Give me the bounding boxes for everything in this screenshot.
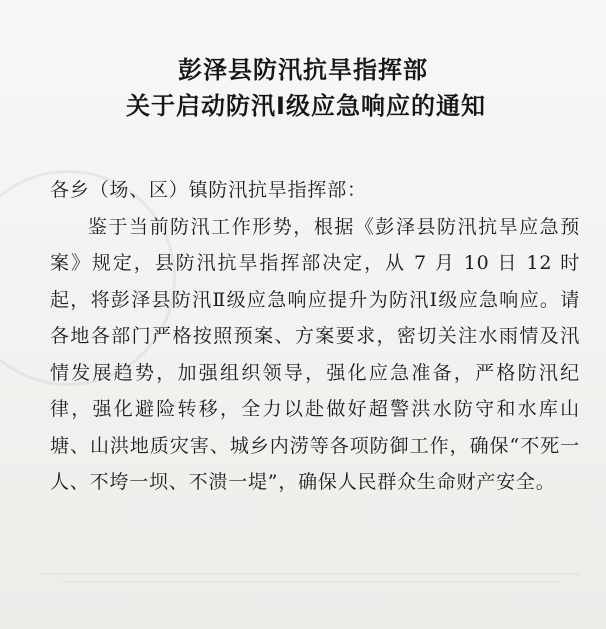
title-line-2: 关于启动防汛Ⅰ级应急响应的通知 [126,92,486,120]
document-title [0,52,606,124]
salutation: 各乡（场、区）镇防汛抗旱指挥部： [50,179,367,201]
title-line-1: 彭泽县防汛抗旱指挥部 [178,56,428,84]
faint-footer-bleed [0,560,606,590]
body-paragraph: 鉴于当前防汛工作形势，根据《彭泽县防汛抗旱应急预案》规定，县防汛抗旱指挥部决定，从 7 月 10 日 12 时起，将彭泽县防汛Ⅱ级应急响应提升为防汛Ⅰ级应急响应。请各地各部门严格按照预案、方案要求，密切关注水雨情及汛情发展趋势，加强组织领导，强化应急准备，严格防汛纪律，强化避险转移，全力以赴做好超警洪水防守和水库山塘、山洪地质灾害、城乡内涝等各项防御工作，确保“不死一人、不垮一坝、不溃一堤”，确保人民群众生命财产安全。 [50,215,580,493]
document-body [50,172,580,501]
